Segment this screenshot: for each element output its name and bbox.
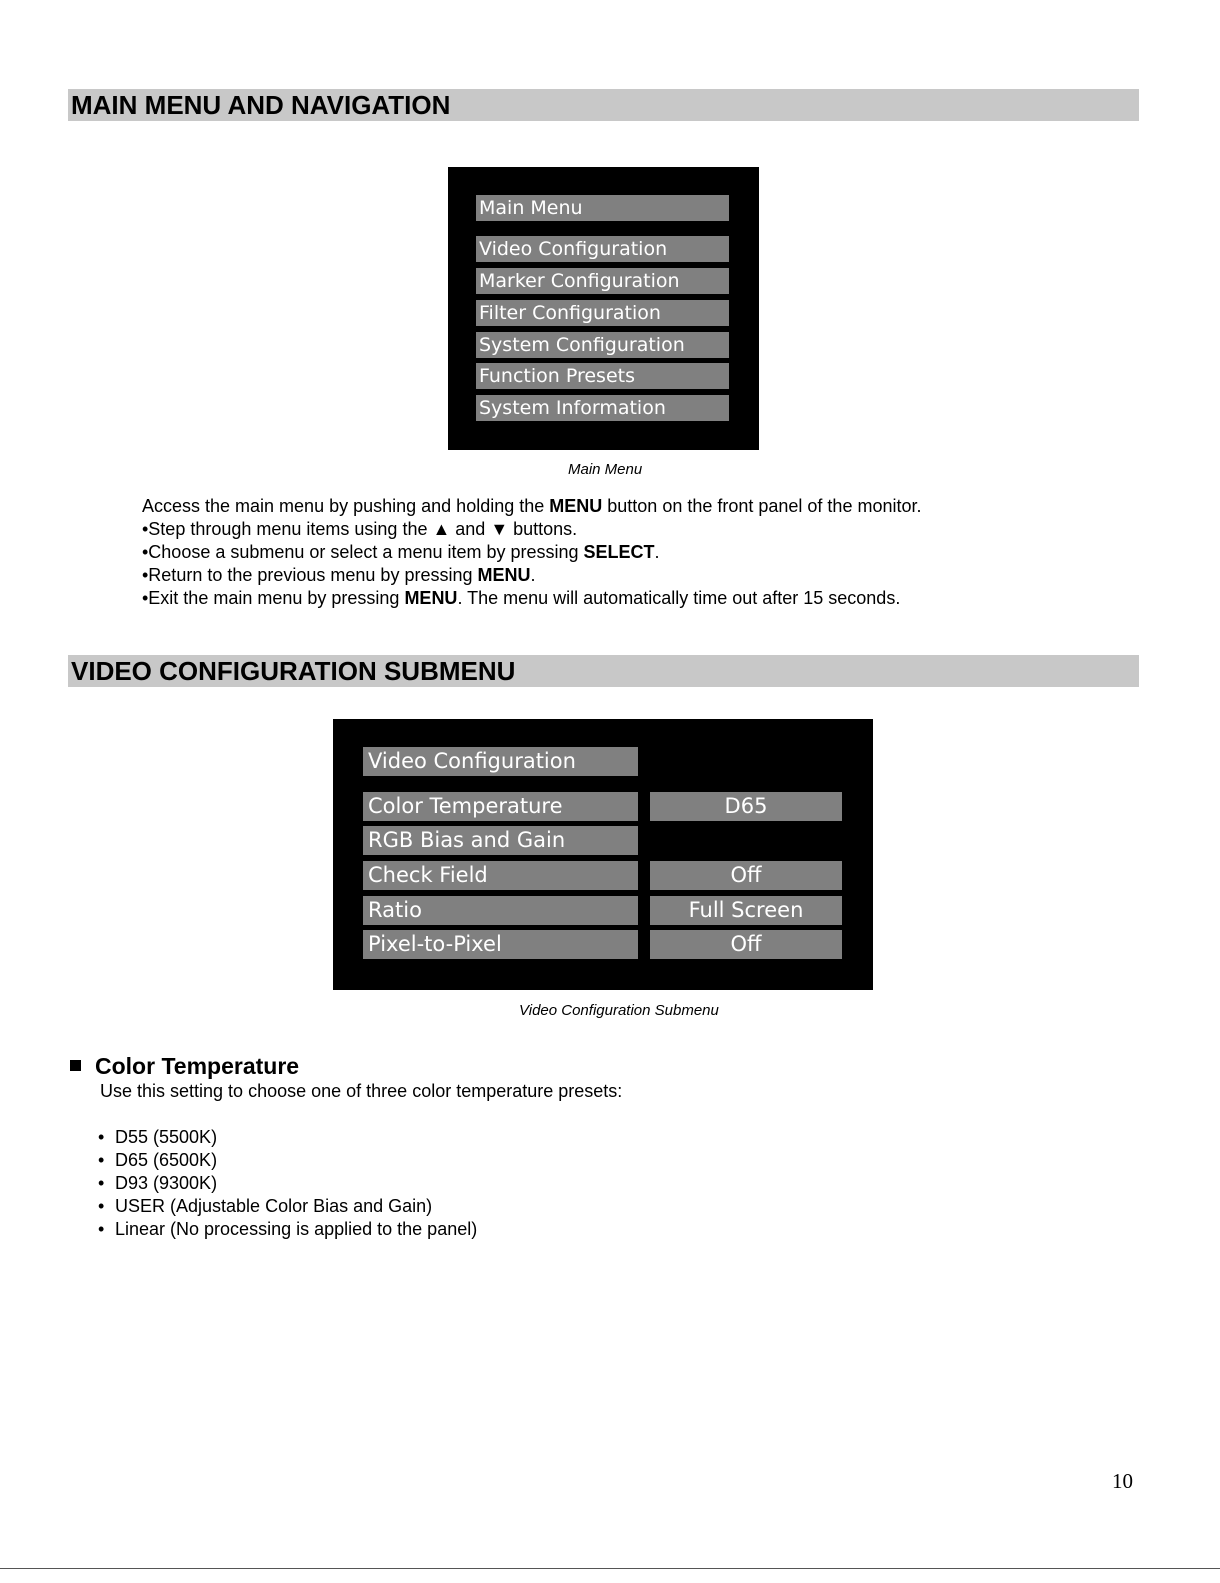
video-config-caption: Video Configuration Submenu	[519, 1002, 719, 1019]
color-temperature-options	[98, 1126, 477, 1241]
main-menu-osd-image	[448, 167, 759, 450]
osd-item-function-presets: Function Presets	[476, 363, 729, 389]
section-title-main-menu: MAIN MENU AND NAVIGATION	[71, 90, 451, 120]
instruction-line-4: •Return to the previous menu by pressing MENU.	[142, 565, 536, 585]
osd-item-system-configuration: System Configuration	[476, 332, 729, 358]
square-bullet-icon	[70, 1060, 81, 1071]
osd-row-rgb-bias-gain-label: RGB Bias and Gain	[363, 826, 638, 855]
list-item: • D93 (9300K)	[98, 1173, 218, 1193]
list-item: • D65 (6500K)	[98, 1150, 218, 1170]
instruction-line-5: •Exit the main menu by pressing MENU. The menu will automatically time out after 15 seconds.	[142, 588, 901, 608]
bullet-dot-icon: •	[98, 1219, 105, 1239]
osd-item-video-configuration: Video Configuration	[476, 236, 729, 262]
color-temperature-intro: Use this setting to choose one of three color temperature presets:	[100, 1081, 623, 1101]
osd-row-color-temperature-label: Color Temperature	[363, 792, 638, 821]
section-bar-main-menu	[68, 89, 1139, 121]
instruction-line-3: •Choose a submenu or select a menu item by pressing SELECT.	[142, 542, 660, 562]
list-item: • D55 (5500K)	[98, 1127, 218, 1147]
video-config-osd-image	[333, 719, 873, 990]
osd-item-marker-configuration: Marker Configuration	[476, 268, 729, 294]
osd-row-color-temperature-value: D65	[650, 792, 842, 821]
list-item: • USER (Adjustable Color Bias and Gain)	[98, 1196, 433, 1216]
instruction-line-1: Access the main menu by pushing and holding the MENU button on the front panel of the monitor.	[142, 496, 922, 516]
bullet-dot-icon: •	[98, 1127, 105, 1147]
section-title-video-config: VIDEO CONFIGURATION SUBMENU	[71, 656, 516, 686]
instruction-line-2: •Step through menu items using the ▲ and ▼ buttons.	[142, 519, 578, 539]
osd-main-menu-header: Main Menu	[476, 195, 729, 221]
main-menu-caption: Main Menu	[568, 461, 643, 478]
color-temperature-heading: Color Temperature	[70, 1053, 299, 1080]
osd-row-check-field-value: Off	[650, 861, 842, 890]
bullet-dot-icon: •	[98, 1150, 105, 1170]
osd-row-ratio-label: Ratio	[363, 896, 638, 925]
osd-row-pixel-to-pixel-value: Off	[650, 930, 842, 959]
osd-item-system-information: System Information	[476, 395, 729, 421]
osd-row-ratio-value: Full Screen	[650, 896, 842, 925]
osd-video-config-header: Video Configuration	[363, 747, 638, 776]
bullet-dot-icon: •	[98, 1196, 105, 1216]
list-item: • Linear (No processing is applied to the panel)	[98, 1219, 478, 1239]
osd-item-filter-configuration: Filter Configuration	[476, 300, 729, 326]
page-number: 10	[1112, 1469, 1133, 1493]
osd-row-pixel-to-pixel-label: Pixel-to-Pixel	[363, 930, 638, 959]
navigation-instructions	[142, 495, 921, 610]
osd-row-check-field-label: Check Field	[363, 861, 638, 890]
page-bottom-rule	[0, 1568, 1220, 1569]
bullet-dot-icon: •	[98, 1173, 105, 1193]
section-bar-video-config	[68, 655, 1139, 687]
